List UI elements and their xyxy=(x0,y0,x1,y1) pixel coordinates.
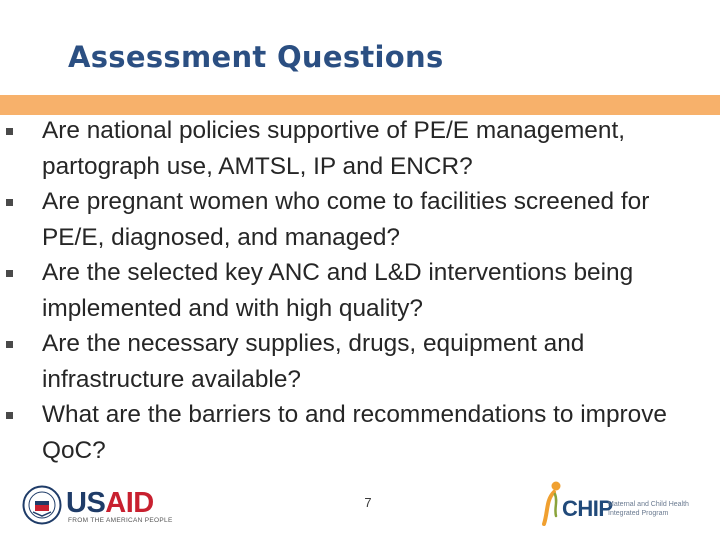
usaid-seal-icon xyxy=(22,485,62,525)
bullet-text: Are the necessary supplies, drugs, equipment and infrastructure available? xyxy=(42,330,585,393)
square-bullet-icon xyxy=(6,412,13,419)
bullet-item xyxy=(0,326,720,397)
bullet-text: What are the barriers to and recommendations to improve QoC? xyxy=(42,401,667,464)
chip-tagline: Maternal and Child Health Integrated Program xyxy=(608,501,689,517)
usaid-tagline: FROM THE AMERICAN PEOPLE xyxy=(68,517,173,524)
square-bullet-icon xyxy=(6,199,13,206)
title-accent-bar xyxy=(0,95,720,115)
bullet-text: Are the selected key ANC and L&D interventions being implemented and with high quality? xyxy=(42,259,634,322)
bullet-item xyxy=(0,184,720,255)
bullet-item xyxy=(0,397,720,468)
square-bullet-icon xyxy=(6,270,13,277)
bullet-text: Are pregnant women who come to facilities screened for PE/E, diagnosed, and managed? xyxy=(42,188,650,251)
chip-wordmark: CHIP xyxy=(562,496,613,521)
page-number: 7 xyxy=(364,495,372,510)
usaid-word-aid: AID xyxy=(105,487,154,519)
usaid-word-us: US xyxy=(66,487,106,519)
usaid-logo xyxy=(22,485,172,529)
slide-title: Assessment Questions xyxy=(68,40,444,74)
bullet-list xyxy=(0,113,720,468)
usaid-wordmark xyxy=(66,488,154,518)
square-bullet-icon xyxy=(6,341,13,348)
bullet-item xyxy=(0,255,720,326)
bullet-text: Are national policies supportive of PE/E management, partograph use, AMTSL, IP and ENCR? xyxy=(42,117,625,180)
chip-logo xyxy=(540,478,716,528)
bullet-item xyxy=(0,113,720,184)
square-bullet-icon xyxy=(6,128,13,135)
